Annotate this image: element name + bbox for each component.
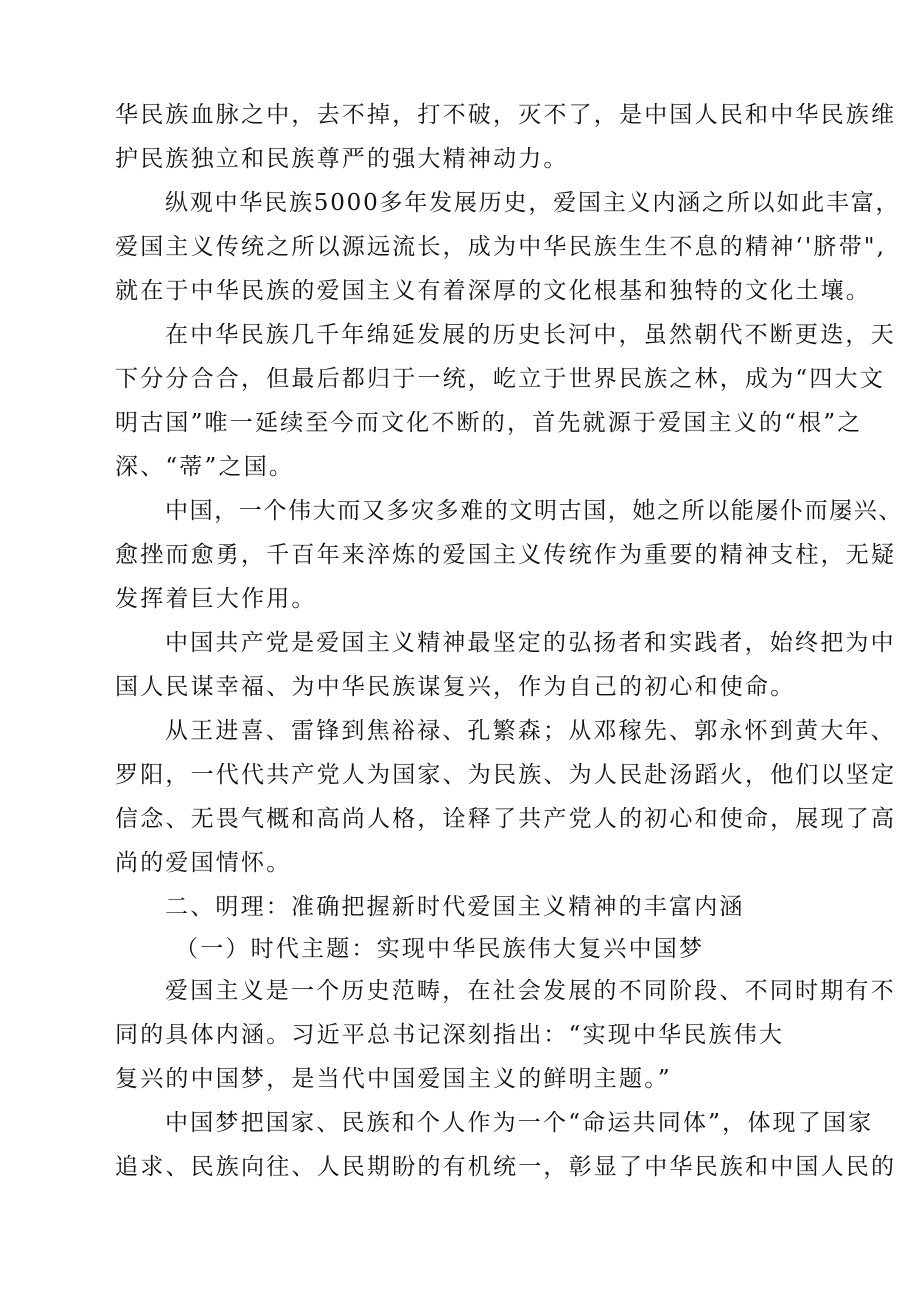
text-line: 纵观中华民族5000多年发展历史，爱国主义内涵之所以如此丰富， (165, 190, 901, 216)
text-line: 信念、无畏气概和高尚人格，诠释了共产党人的初心和使命，展现了高 (115, 806, 897, 832)
text-line: 国人民谋幸福、为中华民族谋复兴，作为自己的初心和使命。 (115, 674, 796, 700)
text-line: 愈挫而愈勇，千百年来淬炼的爱国主义传统作为重要的精神支柱，无疑 (115, 542, 897, 568)
subsection-heading: （一）时代主题：实现中华民族伟大复兴中国梦 (175, 936, 705, 962)
text-line: 中国，一个伟大而又多灾多难的文明古国，她之所以能屡仆而屡兴、 (165, 498, 903, 524)
text-line: 爱国主义传统之所以源远流长，成为中华民族生生不息的精神‘'脐带", (115, 234, 887, 260)
text-line: 中国共产党是爱国主义精神最坚定的弘扬者和实践者，始终把为中 (165, 630, 896, 656)
text-line: 罗阳，一代代共产党人为国家、为民族、为人民赴汤蹈火，他们以坚定 (115, 762, 897, 788)
text-line: 尚的爱国情怀。 (115, 850, 292, 876)
text-line: 追求、民族向往、人民期盼的有机统一，彰显了中华民族和中国人民的 (115, 1154, 897, 1180)
text-line: 就在于中华民族的爱国主义有着深厚的文化根基和独特的文化土壤。 (115, 278, 871, 304)
text-line: 同的具体内涵。习近平总书记深刻指出：“实现中华民族伟大 (115, 1022, 785, 1048)
text-line: 华民族血脉之中，去不掉，打不破，灭不了，是中国人民和中华民族维 (115, 102, 897, 128)
text-line: 中国梦把国家、民族和个人作为一个“命运共同体”，体现了国家 (165, 1110, 874, 1136)
text-line: 在中华民族几千年绵延发展的历史长河中，虽然朝代不断更迭，天 (165, 322, 896, 348)
text-line: 发挥着巨大作用。 (115, 586, 317, 612)
text-line: 深、“蒂”之国。 (115, 454, 295, 480)
text-line: 爱国主义是一个历史范畴，在社会发展的不同阶段、不同时期有不 (165, 978, 896, 1004)
section-heading: 二、明理：准确把握新时代爱国主义精神的丰富内涵 (165, 894, 745, 920)
text-line: 护民族独立和民族尊严的强大精神动力。 (115, 146, 569, 172)
text-line: 从王进喜、雷锋到焦裕禄、孔繁森；从邓稼先、郭永怀到黄大年、 (165, 718, 896, 744)
text-line: 复兴的中国梦，是当代中国爱国主义的鲜明主题。” (115, 1066, 672, 1092)
text-line: 下分分合合，但最后都归于一统，屹立于世界民族之林，成为“四大文 (115, 366, 885, 392)
text-line: 明古国”唯一延续至今而文化不断的，首先就源于爱国主义的“根”之 (115, 410, 863, 436)
